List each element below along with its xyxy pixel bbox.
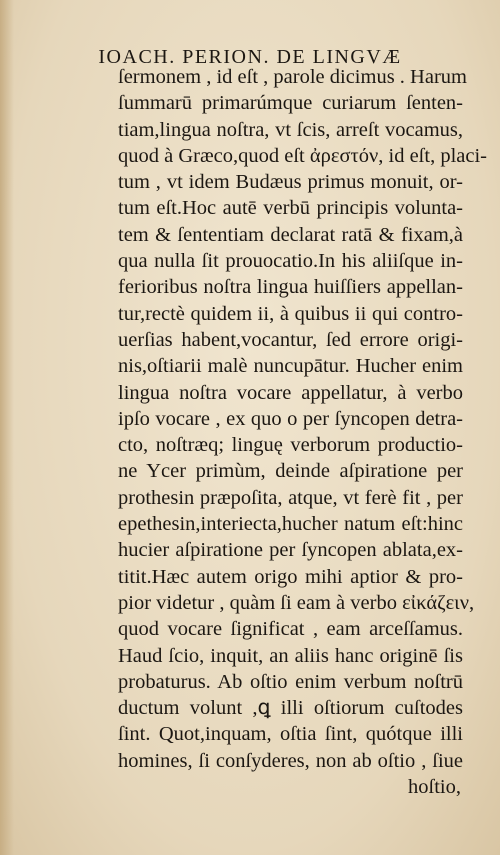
text-line: ipſo vocare , ex quo o per ſyncopen detra-: [118, 407, 463, 430]
text-line: ductum volunt ,ꝗ illi oſtiorum cuſtodes: [118, 697, 463, 720]
text-line: uerſias habent,vocantur, ſed errore origi-: [118, 328, 463, 351]
text-line: quod à Græco,quod eſt ἀρεστόν, id eſt, placi-: [118, 144, 487, 167]
text-line: ne Ycer primùm, deinde aſpiratione per: [118, 460, 463, 483]
text-line: nis,oſtiarii malè nuncupātur. Hucher enim: [118, 355, 463, 378]
text-line: quod vocare ſignificat , eam arceſſamus.: [118, 618, 463, 641]
text-line: ſermonem , id eſt , parole dicimus . Harum: [118, 66, 467, 88]
text-line: epethesin,interiecta,hucher natum eſt:hinc: [118, 513, 463, 536]
text-line: homines, ſi conſyderes, non ab oſtio , ſiue: [118, 749, 463, 772]
text-line: pior videtur , quàm ſi eam à verbo εἰκάζειν,: [118, 591, 475, 614]
text-line: tem & ſententiam declarat ratā & fixam,à: [118, 223, 463, 246]
text-line: prothesin præpoſita, atque, vt ferè fit , per: [118, 486, 463, 509]
text-line: lingua noſtra vocare appellatur, à verbo: [118, 381, 463, 404]
text-line: tiam,lingua noſtra, vt ſcis, arreſt vocamus,: [118, 118, 463, 141]
text-line: ferioribus noſtra lingua huiſſiers appellan-: [118, 276, 463, 299]
text-line: tur,rectè quidem ii, à quibus ii qui contro-: [118, 302, 463, 325]
text-line: hucier aſpiratione per ſyncopen ablata,ex-: [118, 539, 463, 562]
text-line: probaturus. Ab oſtio enim verbum noſtrū: [118, 670, 463, 693]
text-line: Haud ſcio, inquit, an aliis hanc originē ſis: [118, 644, 463, 667]
text-line: ſint. Quot,inquam, oſtia ſint, quótque illi: [118, 723, 463, 746]
catchword-line: hoſtio,: [408, 776, 461, 799]
text-line: cto, noſtræq; linguę verborum productio-: [118, 434, 463, 457]
running-header: IOACH. PERION. DE LINGVÆ: [98, 46, 402, 68]
text-line: ſummarū primarúmque curiarum ſenten-: [118, 92, 463, 115]
text-line: qua nulla ſit prouocatio.In his aliiſque in-: [118, 250, 463, 273]
body-text: [118, 64, 487, 800]
text-line: tum eſt.Hoc autē verbū principis volunta-: [118, 197, 463, 220]
page-gutter-shadow: [0, 0, 14, 855]
text-line: tum , vt idem Budæus primus monuit, or-: [118, 171, 463, 194]
text-line: titit.Hæc autem origo mihi aptior & pro-: [118, 565, 463, 588]
